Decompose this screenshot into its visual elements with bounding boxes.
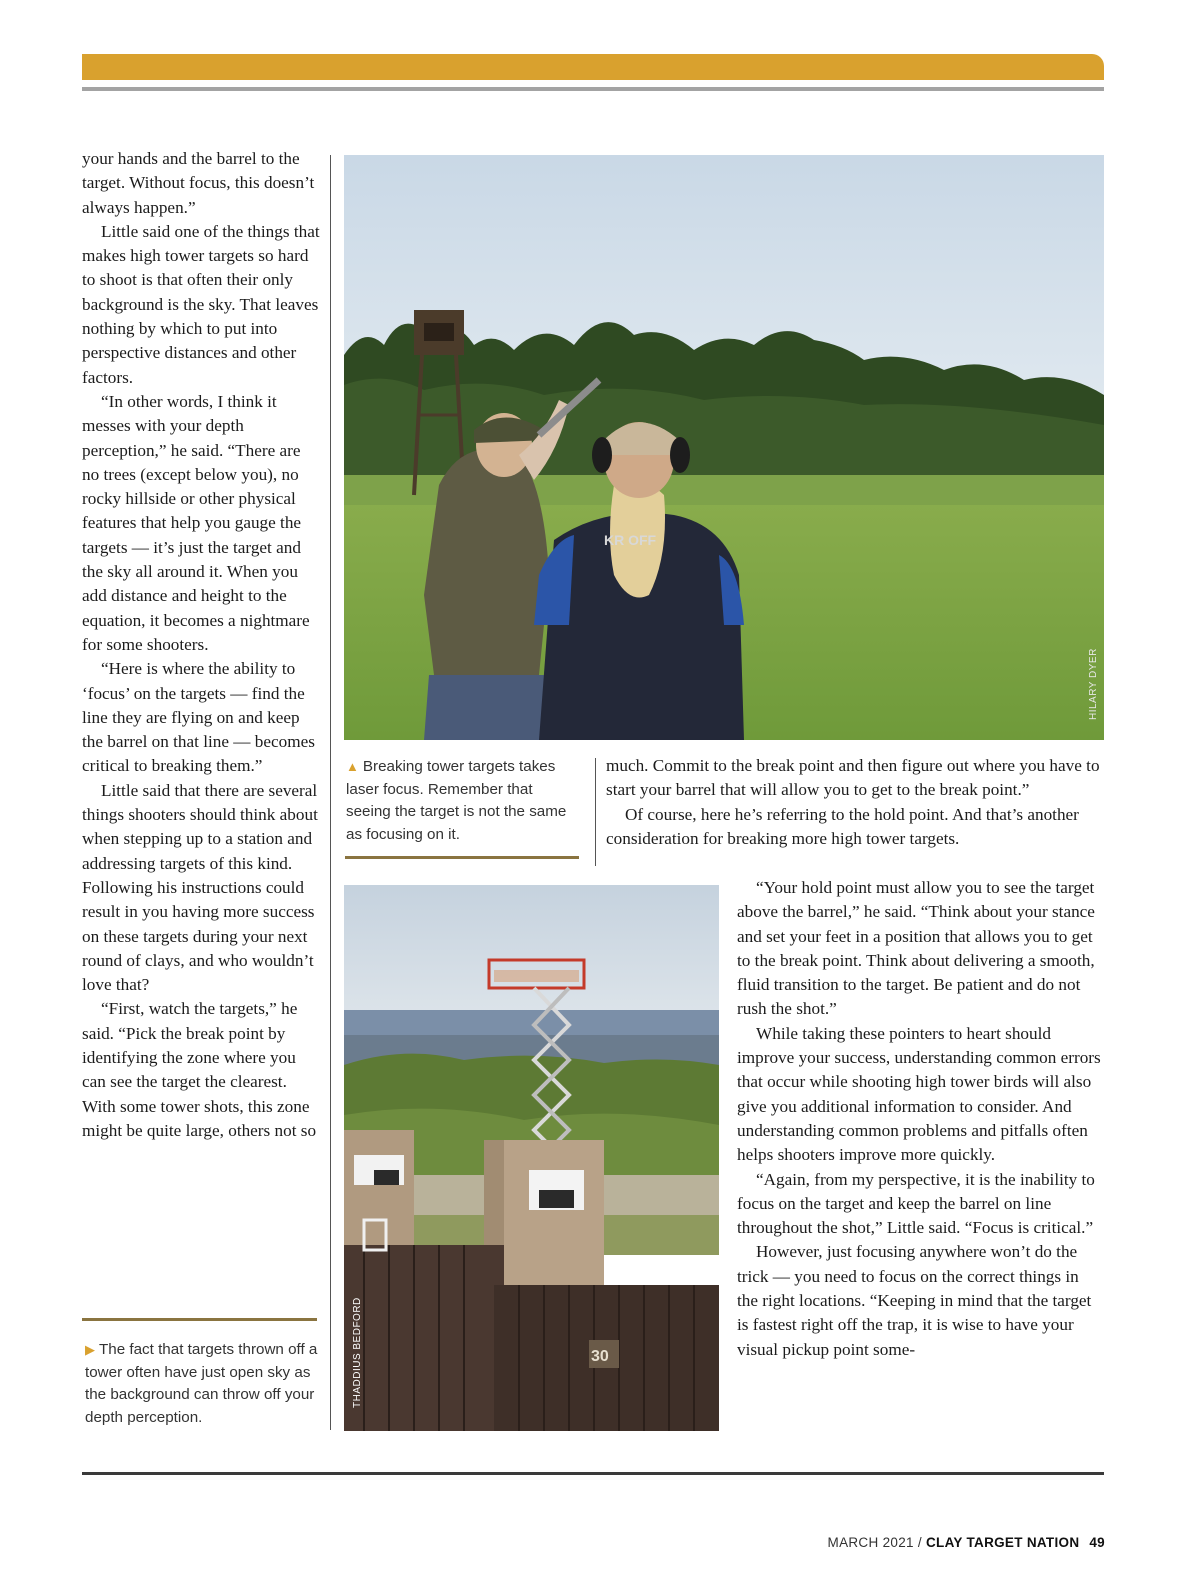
- paragraph: Little said one of the things that makes high tower targets so hard to shoot is that often their only background is the sky. That leaves nothing by which to put into perspective distances and other factors.: [82, 221, 320, 387]
- triangle-up-icon: ▲: [346, 759, 359, 774]
- photo-credit-2: THADDIUS BEDFORD: [352, 1297, 363, 1408]
- paragraph: “Your hold point must allow you to see the target above the barrel,” he said. “Think about your stance and set your feet in a position that allows you to get to the break point. Think about delivering a smooth, fluid transition to the target. Be patient and do not rush the shot.”: [737, 878, 1095, 1019]
- column-divider: [595, 758, 596, 866]
- paragraph: your hands and the barrel to the target. Without focus, this doesn’t always happen.”: [82, 149, 315, 217]
- caption-rule: [82, 1318, 317, 1321]
- paragraph: Of course, here he’s referring to the hold point. And that’s another consideration for breaking more high tower targets.: [606, 804, 1079, 848]
- paragraph: However, just focusing anywhere won’t do the trick — you need to focus on the correct things in the right locations. “Keeping in mind that the target is fastest right off the trap, it is wise to have your visual pickup point some-: [737, 1242, 1092, 1359]
- article-column-1: [82, 147, 322, 1143]
- header-rule: [82, 87, 1104, 91]
- paragraph: much. Commit to the break point and then figure out where you have to start your barrel that will allow you to get to the break point.”: [606, 756, 1100, 800]
- footer-rule: [82, 1472, 1104, 1475]
- paragraph: Little said that there are several things shooters should think about when stepping up to a station and addressing targets of this kind. Following his instructions could result in you having more success on these targets during your next round of clays, and who wouldn’t love that?: [82, 780, 318, 995]
- paragraph: While taking these pointers to heart should improve your success, understanding common errors that occur while shooting high tower birds will also give you additional information to consider. And understanding common problems and pitfalls often helps shooters improve more quickly.: [737, 1023, 1101, 1165]
- photo-caption-2: [85, 1339, 325, 1429]
- paragraph: “Again, from my perspective, it is the inability to focus on the target and keep the barrel on line throughout the shot,” Little said. “Focus is critical.”: [737, 1169, 1095, 1238]
- caption-text: The fact that targets thrown off a tower often have just open sky as the background can throw off your depth perception.: [85, 1341, 318, 1426]
- page-number: 49: [1089, 1535, 1105, 1550]
- paragraph: “In other words, I think it messes with your depth perception,” he said. “There are no trees (except below you), no rocky hillside or other physical features that help you gauge the targets — it’s just the target and the sky all around it. When you add distance and height to the equation, it becomes a nightmare for some shooters.: [82, 391, 310, 654]
- article-column-2-bottom: [737, 876, 1104, 1362]
- triangle-right-icon: ▶: [85, 1342, 95, 1357]
- photo-towers-and-lift: [344, 885, 719, 1431]
- paragraph: “First, watch the targets,” he said. “Pick the break point by identifying the zone where you can see the target the clearest. With some tower shots, this zone might be quite large, others not so: [82, 999, 317, 1140]
- caption-rule: [345, 856, 579, 859]
- article-column-2-top: [606, 754, 1104, 851]
- header-accent-bar: [82, 54, 1104, 80]
- station-sign-text: 30: [591, 1348, 609, 1365]
- vest-logo-text: KR OFF: [604, 532, 657, 548]
- photo-credit-1: HILARY DYER: [1088, 648, 1099, 720]
- paragraph: “Here is where the ability to ‘focus’ on the targets — find the line they are flying on and keep the barrel on that line — becomes critical to breaking them.”: [82, 659, 315, 776]
- page-footer: [828, 1535, 1105, 1550]
- photo-shooters-at-tower: [344, 155, 1104, 740]
- column-divider: [330, 155, 331, 1430]
- caption-text: Breaking tower targets takes laser focus. Remember that seeing the target is not the same as focusing on it.: [346, 758, 567, 843]
- issue-date: MARCH 2021 /: [827, 1535, 926, 1550]
- magazine-name: CLAY TARGET NATION: [925, 1535, 1080, 1550]
- photo-caption-1: [346, 756, 578, 846]
